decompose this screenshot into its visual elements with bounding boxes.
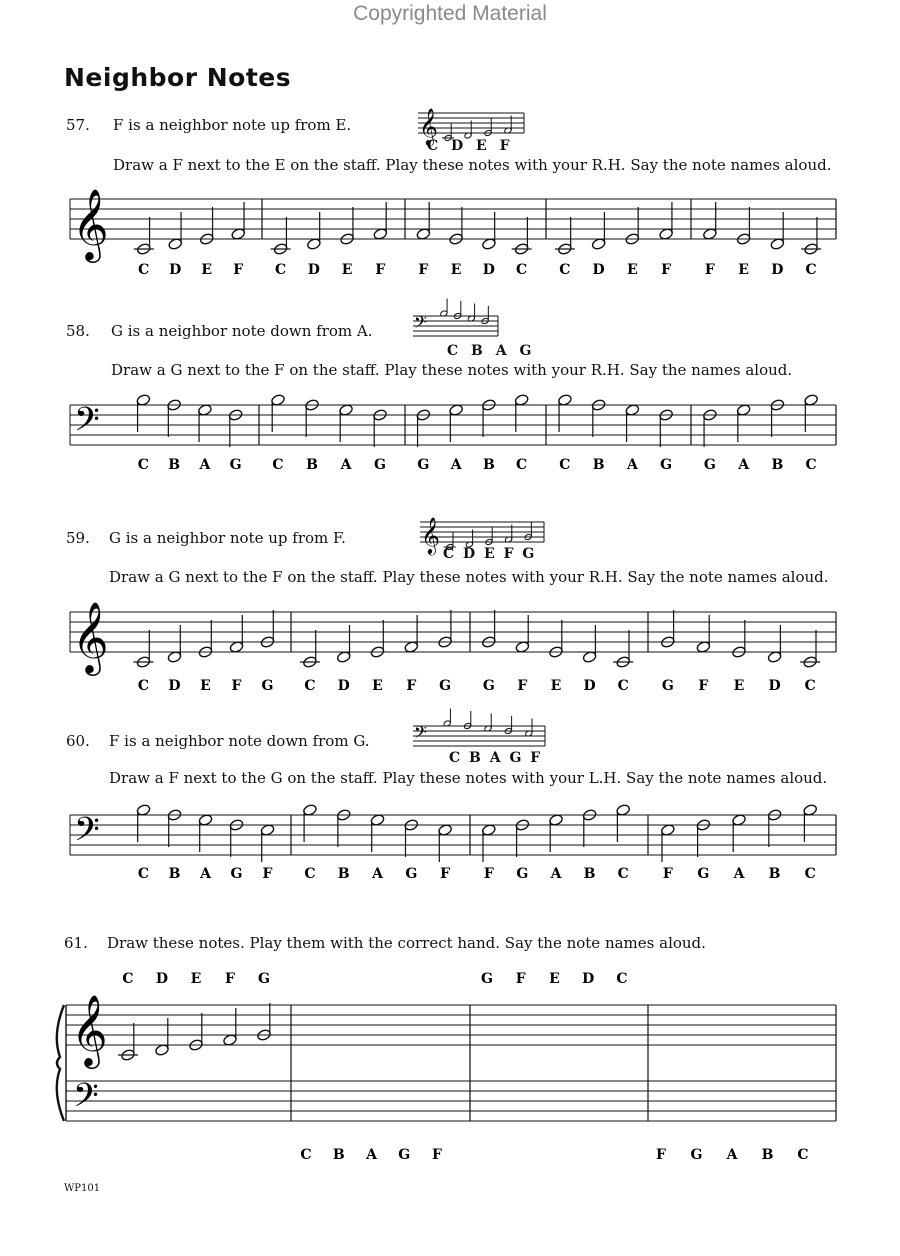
note-label: B <box>482 457 495 473</box>
note-label: C <box>805 262 817 278</box>
note-label: C <box>617 866 629 882</box>
note-label: F <box>483 866 494 882</box>
exercise-61-instruction: Draw these notes. Play them with the correct hand. Say the note names aloud. <box>107 934 706 952</box>
exercise-61-number: 61. <box>64 934 88 952</box>
note-label: A <box>372 866 383 882</box>
note-label: G <box>405 866 418 882</box>
note-label: E <box>372 678 383 694</box>
footer-code: WP101 <box>64 1183 101 1194</box>
treble-clef-icon: 𝄞 <box>419 107 438 145</box>
note-label: C <box>804 678 816 694</box>
note-label: C <box>272 457 284 473</box>
grand-staff-top-labels: G F E D C <box>481 971 628 987</box>
treble-clef-icon: 𝄞 <box>71 993 108 1066</box>
note-label: D <box>583 678 596 694</box>
note-label: C <box>304 866 316 882</box>
note-label: C <box>516 457 528 473</box>
page-title: Neighbor Notes <box>64 63 292 92</box>
note-label: D <box>592 262 605 278</box>
note-label: C <box>304 678 316 694</box>
exercise-58-instruction: Draw a G next to the F on the staff. Play these notes with your R.H. Say the names aloud. <box>111 361 793 379</box>
note-label: E <box>733 678 745 694</box>
grand-staff-top-labels: C D E F G <box>122 971 270 987</box>
grand-staff-brace <box>57 1005 64 1121</box>
note-label: F <box>661 262 672 278</box>
exercise-57-statement: F is a neighbor note up from E. <box>113 116 352 134</box>
note-label: F <box>231 678 242 694</box>
treble-clef-icon: 𝄞 <box>72 600 109 673</box>
note-label: G <box>439 678 452 694</box>
exercise-58-number: 58. <box>66 322 90 340</box>
note-label: E <box>627 262 638 278</box>
grand-staff-bottom-labels: F G A B C <box>656 1147 809 1163</box>
note-label: C <box>137 678 150 694</box>
exercise-59-example-notes: C D E F G <box>443 546 537 562</box>
note-label: B <box>583 866 596 882</box>
note-label: E <box>341 262 353 278</box>
note-label: G <box>516 866 529 882</box>
note-label: A <box>550 866 562 882</box>
note-label: C <box>559 262 571 278</box>
note-label: C <box>804 866 816 882</box>
note-label: F <box>233 262 244 278</box>
note-label: D <box>768 678 781 694</box>
exercise-59-number: 59. <box>66 529 90 547</box>
note-label: C <box>805 457 817 473</box>
exercise-58-example-notes: C B A G <box>447 343 536 359</box>
note-label: B <box>337 866 350 882</box>
note-label: G <box>261 678 274 694</box>
note-label: C <box>137 457 149 473</box>
copyright-watermark: Copyrighted Material <box>353 2 547 25</box>
note-label: G <box>697 866 710 882</box>
note-label: G <box>660 457 673 473</box>
note-label: F <box>704 262 715 278</box>
bass-clef-icon: 𝄢 <box>414 312 427 336</box>
note-label: C <box>617 678 629 694</box>
bass-clef-icon: 𝄢 <box>74 811 100 857</box>
note-label: A <box>199 457 211 473</box>
note-label: D <box>337 678 350 694</box>
note-label: E <box>450 262 462 278</box>
note-label: F <box>375 262 386 278</box>
note-label: G <box>703 457 716 473</box>
note-label: F <box>517 678 528 694</box>
note-label: A <box>340 457 352 473</box>
note-label: A <box>200 866 211 882</box>
exercise-59-statement: G is a neighbor note up from F. <box>109 529 346 547</box>
note-label: B <box>168 457 181 473</box>
note-label: E <box>201 262 213 278</box>
note-label: F <box>698 678 709 694</box>
exercise-57-example-notes: C D E F <box>427 138 514 154</box>
grand-staff-bottom-labels: C B A G F <box>300 1147 442 1163</box>
note-label: C <box>559 457 571 473</box>
note-label: G <box>229 457 242 473</box>
note-label: D <box>307 262 320 278</box>
note-label: G <box>417 457 430 473</box>
note-label: F <box>262 866 273 882</box>
note-label: C <box>275 262 287 278</box>
note-label: G <box>230 866 243 882</box>
note-label: D <box>169 262 182 278</box>
note-label: A <box>738 457 750 473</box>
note-label: G <box>661 678 674 694</box>
note-label: E <box>200 678 211 694</box>
note-label: F <box>406 678 417 694</box>
note-label: G <box>482 678 495 694</box>
note-label: G <box>374 457 386 473</box>
note-label: F <box>662 866 673 882</box>
exercise-59-instruction: Draw a G next to the F on the staff. Play these notes with your R.H. Say the note names aloud. <box>109 568 829 586</box>
note-label: B <box>768 866 781 882</box>
note-label: F <box>418 262 429 278</box>
exercise-57-number: 57. <box>66 116 90 134</box>
note-label: C <box>137 866 150 882</box>
note-label: D <box>168 678 181 694</box>
note-label: B <box>306 457 318 473</box>
bass-clef-icon: 𝄢 <box>74 401 100 447</box>
note-label: C <box>516 262 528 278</box>
note-label: F <box>440 866 451 882</box>
note-label: A <box>626 457 638 473</box>
exercise-58-statement: G is a neighbor note down from A. <box>111 322 373 340</box>
note-label: A <box>450 457 462 473</box>
note-label: A <box>733 866 745 882</box>
note-label: E <box>550 678 562 694</box>
treble-clef-icon: 𝄞 <box>421 516 440 554</box>
note-label: D <box>482 262 495 278</box>
note-label: B <box>168 866 181 882</box>
exercise-60-number: 60. <box>66 732 90 750</box>
exercise-60-example-notes: C B A G F <box>449 750 543 766</box>
note-label: D <box>771 262 784 278</box>
bass-clef-icon: 𝄢 <box>414 722 427 746</box>
treble-clef-icon: 𝄞 <box>72 187 109 260</box>
note-label: C <box>138 262 150 278</box>
note-label: B <box>771 457 784 473</box>
bass-clef-icon: 𝄢 <box>73 1077 99 1123</box>
note-label: E <box>738 262 749 278</box>
note-label: B <box>592 457 605 473</box>
exercise-57-instruction: Draw a F next to the E on the staff. Play these notes with your R.H. Say the note names aloud. <box>113 156 832 174</box>
exercise-60-instruction: Draw a F next to the G on the staff. Play these notes with your L.H. Say the note names aloud. <box>109 769 828 787</box>
exercise-60-statement: F is a neighbor note down from G. <box>109 732 370 750</box>
